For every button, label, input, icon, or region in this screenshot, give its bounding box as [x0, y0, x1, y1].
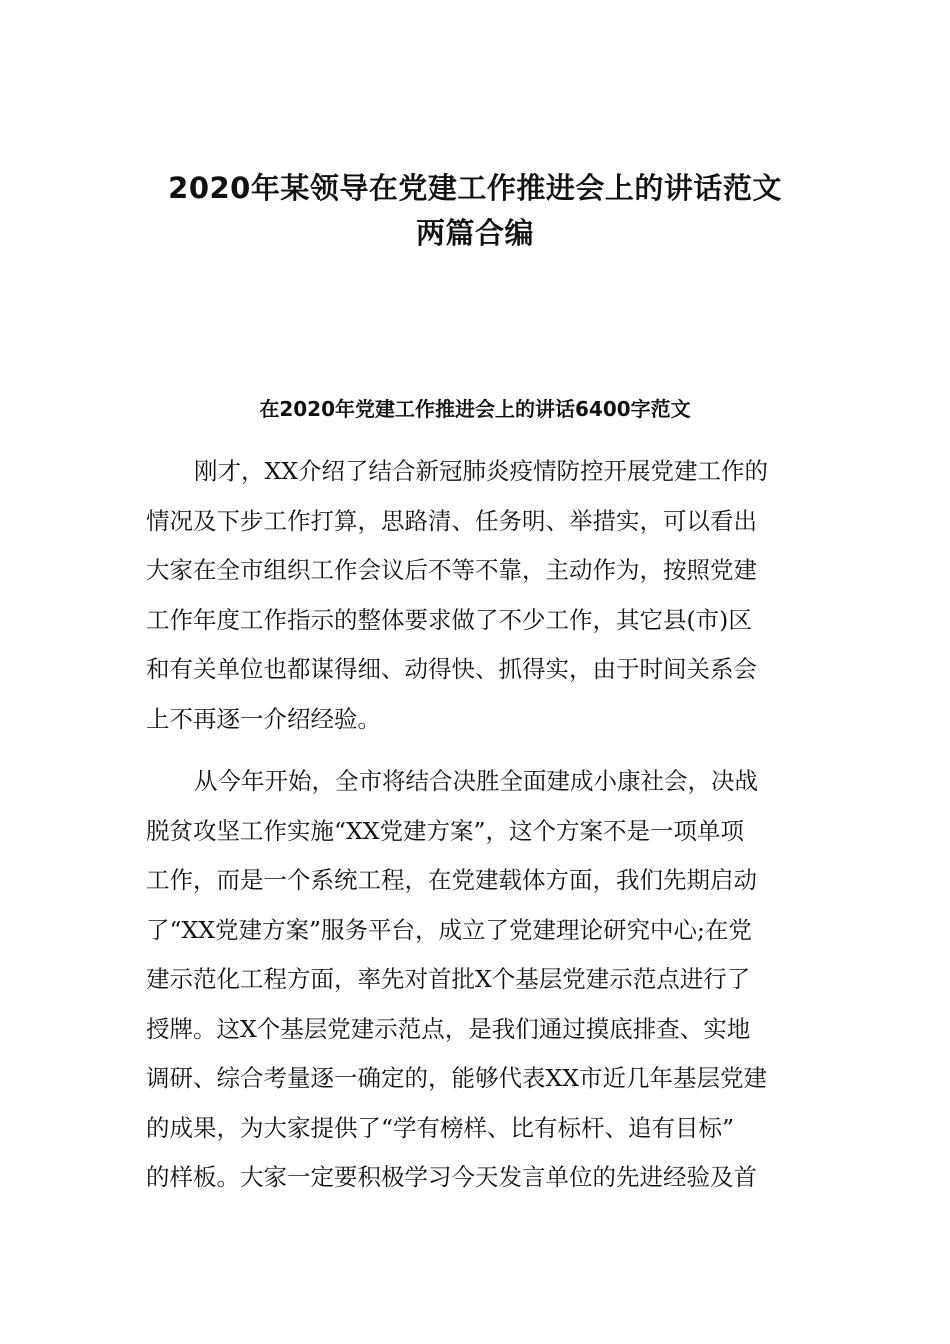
paragraph-line: 工作年度工作指示的整体要求做了不少工作，其它县(市)区: [146, 605, 752, 634]
paragraph-line: 了“XX党建方案”服务平台，成立了党建理论研究中心;在党: [146, 915, 752, 944]
paragraph-line: 脱贫攻坚工作实施“XX党建方案”，这个方案不是一项单项: [146, 816, 744, 845]
paragraph-1: [146, 447, 806, 744]
speech-subtitle: 在2020年党建工作推进会上的讲话6400字范文: [259, 397, 691, 421]
paragraph-line: 调研、综合考量逐一确定的，能够代表XX市近几年基层党建: [146, 1064, 767, 1092]
paragraph-line: 从今年开始，全市将结合决胜全面建成小康社会，决战: [194, 767, 758, 795]
paragraph-line: 建示范化工程方面，率先对首批X个基层党建示范点进行了: [146, 965, 751, 993]
paragraph-line: 刚才，XX介绍了结合新冠肺炎疫情防控开展党建工作的: [194, 457, 768, 485]
paragraph-line: 上不再逐一介绍经验。: [146, 704, 381, 733]
paragraph-line: 和有关单位也都谋得细、动得快、抓得实，由于时间关系会: [146, 655, 757, 683]
document-title-line-1: 2020年某领导在党建工作推进会上的讲话范文: [168, 171, 782, 205]
paragraph-line: 情况及下步工作打算，思路清、任务明、举措实，可以看出: [146, 506, 757, 535]
paragraph-line: 的样板。大家一定要积极学习今天发言单位的先进经验及首: [146, 1163, 757, 1191]
document-title: [100, 166, 850, 256]
document-title-line-2: 两篇合编: [415, 216, 534, 250]
paragraph-line: 授牌。这X个基层党建示范点，是我们通过摸底排查、实地: [146, 1014, 751, 1043]
paragraph-2: [146, 757, 806, 1203]
paragraph-line: 工作，而是一个系统工程，在党建载体方面，我们先期启动: [146, 866, 757, 894]
paragraph-line: 大家在全市组织工作会议后不等不靠，主动作为，按照党建: [146, 556, 757, 584]
paragraph-line: 的成果，为大家提供了“学有榜样、比有标杆、追有目标”: [146, 1113, 735, 1142]
